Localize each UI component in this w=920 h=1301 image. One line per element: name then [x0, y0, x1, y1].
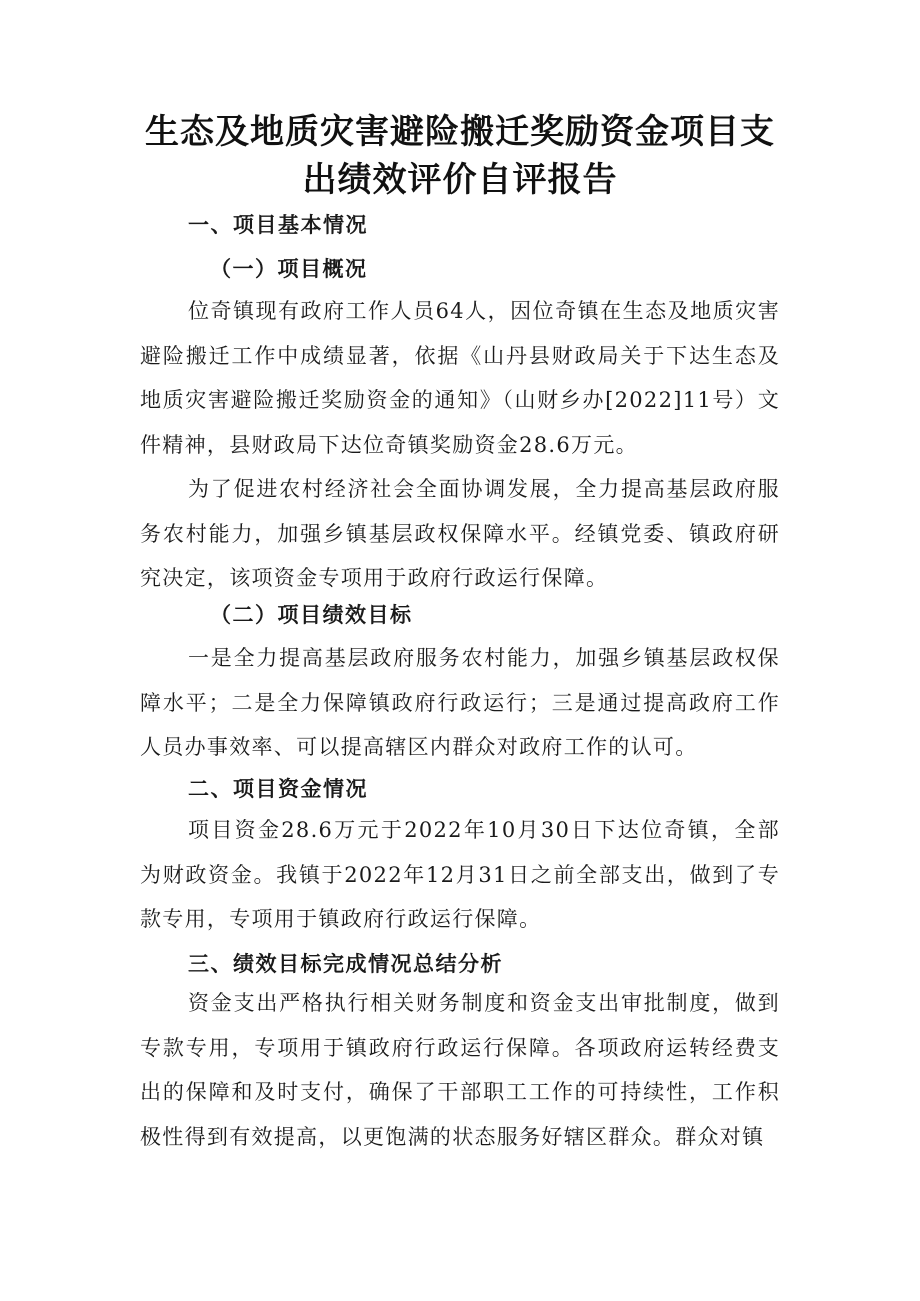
- report-title-line-2: 出绩效评价自评报告: [302, 160, 618, 200]
- section-1-sub-2-heading: （二）项目绩效目标: [210, 603, 413, 627]
- section-2-heading: 二、项目资金情况: [188, 776, 368, 801]
- section-1-sub-1-heading: （一）项目概况: [210, 257, 368, 281]
- section-3-heading: 三、绩效目标完成情况总结分析: [188, 951, 503, 976]
- section-1-sub-1-paragraph-1: 位奇镇现有政府工作人员64人，因位奇镇在生态及地质灾害避险搬迁工作中成绩显著，依据《山丹县财政局关于下达生态及地质灾害避险搬迁奖励资金的通知》（山财乡办[2022]11号）文件精神，县财政局下达位奇镇奖励资金28.6万元。: [140, 299, 780, 458]
- section-2-paragraph-1: 项目资金28.6万元于2022年10月30日下达位奇镇，全部为财政资金。我镇于2022年12月31日之前全部支出，做到了专款专用，专项用于镇政府行政运行保障。: [140, 818, 780, 932]
- section-1-sub-2-paragraph-1: 一是全力提高基层政府服务农村能力，加强乡镇基层政权保障水平；二是全力保障镇政府行政运行；三是通过提高政府工作人员办事效率、可以提高辖区内群众对政府工作的认可。: [140, 646, 780, 760]
- section-1-sub-1-paragraph-2: 为了促进农村经济社会全面协调发展，全力提高基层政府服务农村能力，加强乡镇基层政权保障水平。经镇党委、镇政府研究决定，该项资金专项用于政府行政运行保障。: [140, 477, 780, 591]
- section-1-heading: 一、项目基本情况: [188, 212, 368, 237]
- report-title-line-1: 生态及地质灾害避险搬迁奖励资金项目支: [145, 112, 775, 152]
- section-3-paragraph-1: 资金支出严格执行相关财务制度和资金支出审批制度，做到专款专用，专项用于镇政府行政运行保障。各项政府运转经费支出的保障和及时支付，确保了干部职工工作的可持续性，工作积极性得到有效提高，以更饱满的状态服务好辖区群众。群众对镇: [140, 991, 780, 1150]
